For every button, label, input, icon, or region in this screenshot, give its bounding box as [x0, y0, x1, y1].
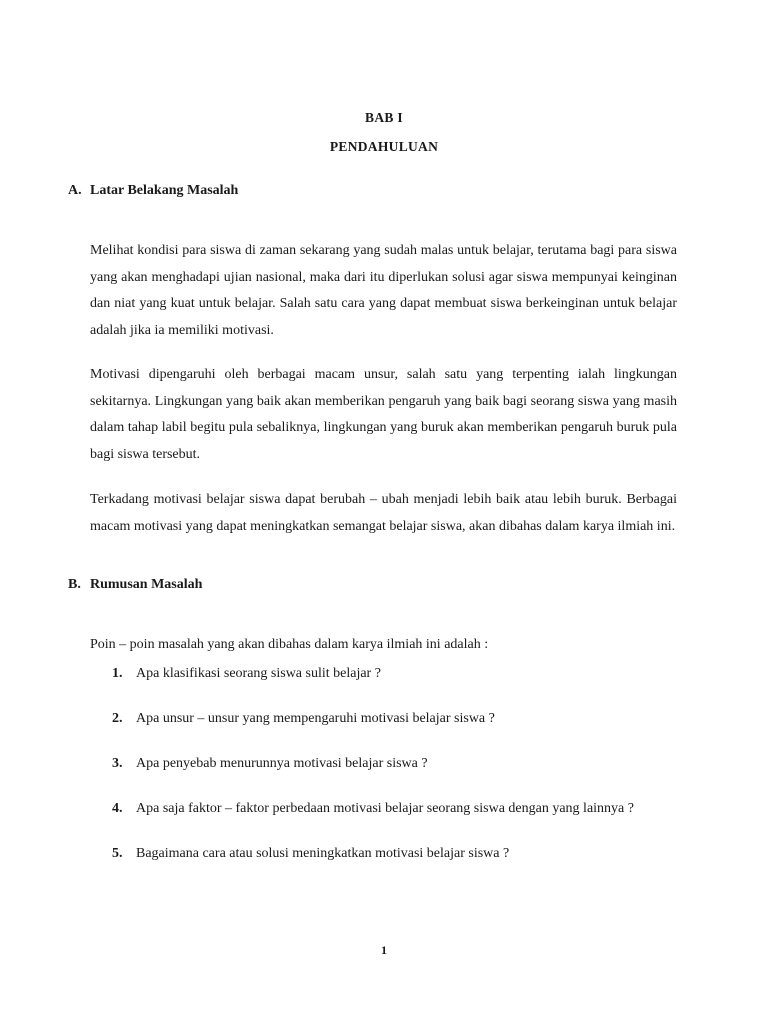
- list-item: [112, 801, 634, 817]
- list-item-text: Apa unsur – unsur yang mempengaruhi motivasi belajar siswa ?: [136, 711, 495, 726]
- list-item-text: Bagaimana cara atau solusi meningkatkan motivasi belajar siswa ?: [136, 846, 510, 861]
- list-item-number: 4.: [112, 801, 123, 816]
- list-item-text: Apa penyebab menurunnya motivasi belajar siswa ?: [136, 756, 428, 771]
- section-a-letter: A.: [68, 183, 82, 198]
- background-paragraph-2: Motivasi dipengaruhi oleh berbagai macam unsur, salah satu yang terpenting ialah lingkungan sekitarnya. Lingkungan yang baik akan memberikan pengaruh yang baik bagi seorang siswa yang masih dalam tahap labil begitu pula sebaliknya, lingkungan yang buruk akan memberikan pengaruh buruk pula bagi siswa tersebut.: [90, 367, 677, 462]
- list-item-number: 5.: [112, 846, 123, 861]
- section-b-letter: B.: [68, 577, 81, 592]
- section-a-title: Latar Belakang Masalah: [90, 183, 239, 198]
- list-item: [112, 756, 428, 772]
- section-a-heading: [68, 183, 238, 199]
- problem-intro: Poin – poin masalah yang akan dibahas dalam karya ilmiah ini adalah :: [90, 637, 489, 652]
- background-paragraph-1: Melihat kondisi para siswa di zaman sekarang yang sudah malas untuk belajar, terutama bagi para siswa yang akan menghadapi ujian nasional, maka dari itu diperlukan solusi agar siswa mempunyai keinginan dan niat yang kuat untuk belajar. Salah satu cara yang dapat membuat siswa berkeinginan untuk belajar adalah jika ia memiliki motivasi.: [90, 243, 677, 338]
- page-number: 1: [381, 943, 387, 957]
- list-item: [112, 846, 509, 862]
- background-paragraph-3: Terkadang motivasi belajar siswa dapat berubah – ubah menjadi lebih baik atau lebih buruk. Berbagai macam motivasi yang dapat meningkatkan semangat belajar siswa, akan dibahas dalam karya ilmiah ini.: [90, 492, 677, 534]
- list-item-number: 3.: [112, 756, 123, 771]
- list-item-number: 2.: [112, 711, 123, 726]
- chapter-title: PENDAHULUAN: [329, 139, 439, 154]
- section-b-title: Rumusan Masalah: [90, 577, 203, 592]
- list-item: [112, 711, 495, 727]
- chapter-label: BAB I: [365, 110, 403, 125]
- list-item-text: Apa klasifikasi seorang siswa sulit belajar ?: [136, 666, 381, 681]
- list-item-number: 1.: [112, 666, 123, 681]
- list-item-text: Apa saja faktor – faktor perbedaan motivasi belajar seorang siswa dengan yang lainnya ?: [136, 801, 634, 816]
- section-b-heading: [68, 577, 202, 593]
- list-item: [112, 666, 381, 682]
